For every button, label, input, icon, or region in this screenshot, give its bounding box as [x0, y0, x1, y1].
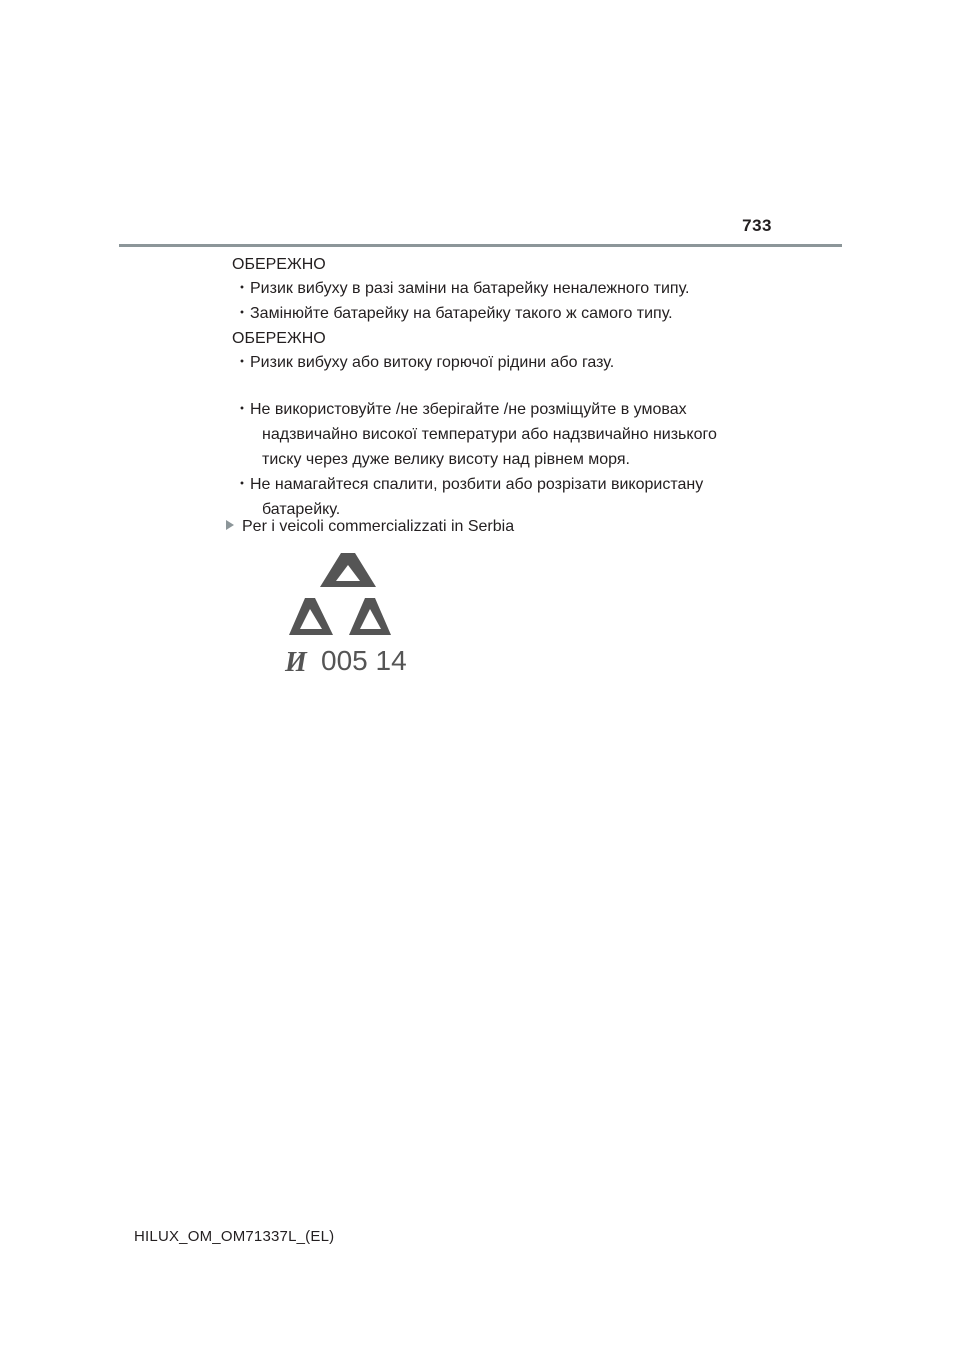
bullet-dot: ･	[238, 280, 247, 297]
header-rule	[119, 244, 842, 247]
bullet-dot: ･	[238, 401, 247, 418]
warning-1-bullet-2	[232, 301, 792, 326]
warning-2-bullet-3	[232, 472, 792, 522]
bullet-text: Замінюйте батарейку на батарейку такого ж самого типу.	[250, 305, 673, 322]
warning-2-bullet-1	[232, 350, 792, 375]
bullet-line: Не намагайтеся спалити, розбити або розрізати використану	[250, 476, 704, 493]
mark-letter: И	[285, 647, 307, 678]
bullet-line: Не використовуйте /не зберігайте /не розміщуйте в умовах	[250, 401, 687, 418]
section-title: Per i veicoli commercializzati in Serbia	[242, 518, 515, 535]
bullet-line: батарейку.	[262, 501, 341, 518]
warnings-block	[232, 252, 792, 522]
triangle-arrow-icon	[226, 520, 234, 530]
bullet-dot: ･	[238, 476, 247, 493]
spacer	[232, 375, 792, 397]
warning-1-bullet-1	[232, 276, 792, 301]
bullet-text: Ризик вибуху в разі заміни на батарейку неналежного типу.	[250, 280, 690, 297]
bullet-line: тиску через дуже велику висоту над рівнем моря.	[262, 451, 630, 468]
recycle-arrows-icon	[289, 553, 391, 635]
bullet-text: Ризик вибуху або витоку горючої рідини або газу.	[250, 354, 615, 371]
recycling-mark-icon	[283, 553, 413, 679]
footer-doc-code: HILUX_OM_OM71337L_(EL)	[134, 1228, 335, 1245]
warning-heading-2: ОБЕРЕЖНО	[232, 330, 326, 347]
section-reference	[226, 517, 514, 537]
bullet-dot: ･	[238, 305, 247, 322]
mark-code: 005 14	[321, 645, 407, 676]
bullet-dot: ･	[238, 354, 247, 371]
bullet-line: надзвичайно високої температури або надзвичайно низького	[262, 426, 717, 443]
warning-2-bullet-2	[232, 397, 792, 472]
warning-heading-1: ОБЕРЕЖНО	[232, 256, 326, 273]
page-number: 733	[742, 216, 772, 235]
